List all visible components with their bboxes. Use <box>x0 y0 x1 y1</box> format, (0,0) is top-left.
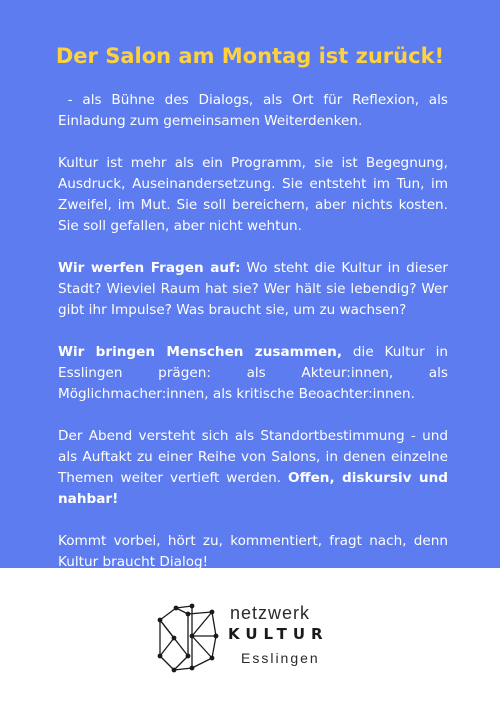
logo-line-kultur: KULTUR <box>228 625 329 643</box>
people-paragraph <box>58 342 448 405</box>
evening-paragraph <box>58 426 448 510</box>
evening-text: Der Abend versteht sich als Standortbestimmung - und als Auftakt zu einer Reihe von Salons, in denen einzelne Themen weiter vertieft werden. <box>58 428 448 486</box>
questions-paragraph <box>58 258 448 321</box>
questions-lead: Wir werfen Fragen auf: <box>58 260 241 276</box>
network-nk-icon <box>154 598 220 678</box>
evening-tagline: Offen, diskursiv und nahbar! <box>58 470 448 507</box>
headline: Der Salon am Montag ist zurück! <box>55 44 445 68</box>
intro-paragraph: - als Bühne des Dialogs, als Ort für Reflexion, als Einladung zum gemeinsamen Weiterdenken. <box>58 92 453 129</box>
body-text <box>58 90 453 594</box>
logo-line-esslingen: Esslingen <box>241 650 320 666</box>
invitation-paragraph: Kommt vorbei, hört zu, kommentiert, fragt nach, denn Kultur braucht Dialog! <box>58 533 448 570</box>
people-text: die Kultur in Esslingen prägen: als Akteur:innen, als Möglichmacher:innen, als kritische Beoachter:innen. <box>58 344 448 402</box>
netzwerk-kultur-logo <box>154 598 354 678</box>
people-lead: Wir bringen Menschen zusammen, <box>58 344 343 360</box>
culture-paragraph: Kultur ist mehr als ein Programm, sie ist Begegnung, Ausdruck, Auseinandersetzung. Sie entsteht im Tun, im Zweifel, im Mut. Sie soll bereichern, aber nichts kosten. Sie soll gefallen, aber nicht wehtun. <box>58 155 448 234</box>
logo-line-netzwerk: netzwerk <box>230 603 311 623</box>
questions-text: Wo steht die Kultur in dieser Stadt? Wieviel Raum hat sie? Wer hält sie lebendig? Wer gibt ihr Impulse? Was braucht sie, um zu wachsen? <box>58 260 448 318</box>
